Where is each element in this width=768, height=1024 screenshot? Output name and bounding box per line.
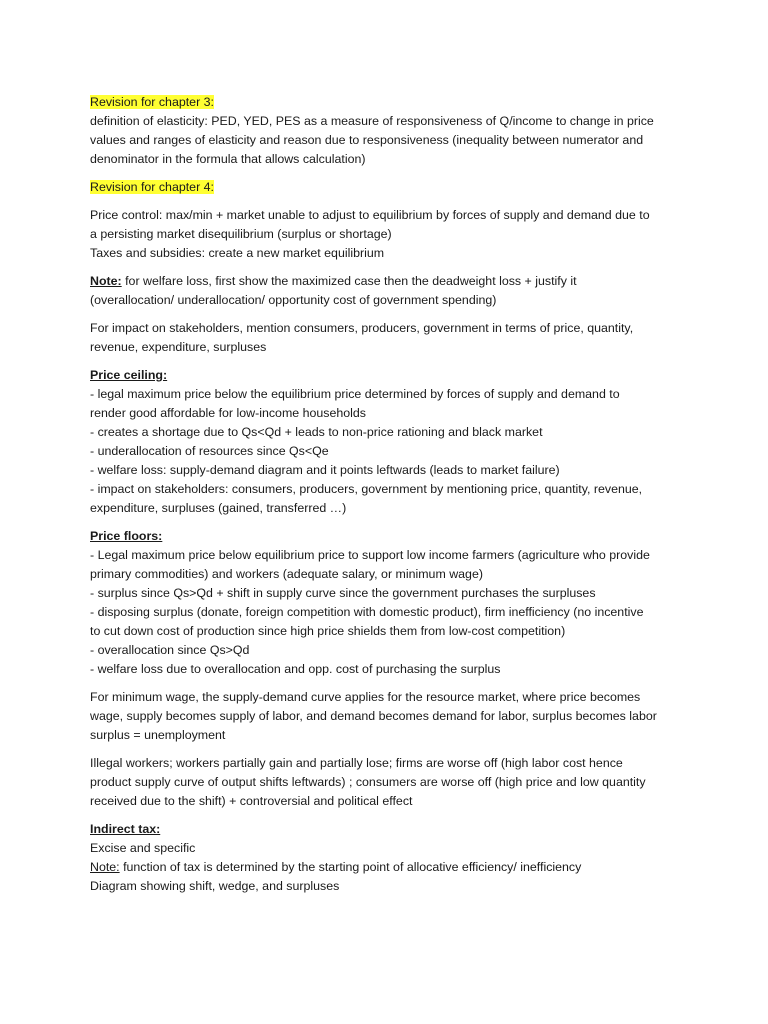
heading-price-ceiling: Price ceiling: [90,368,168,382]
list-item: - disposing surplus (donate, foreign competition with domestic product), firm inefficiency (no incentive [90,605,644,619]
list-item: - impact on stakeholders: consumers, producers, government by mentioning price, quantity, revenue, [90,482,643,496]
text-line: definition of elasticity: PED, YED, PES as a measure of responsiveness of Q/income to change in price [90,114,654,128]
note-label: Note: [90,274,122,288]
paragraph-minimum-wage [90,688,680,745]
text-line: (overallocation/ underallocation/ opportunity cost of government spending) [90,293,497,307]
document-page [90,93,680,896]
text-line: Taxes and subsidies: create a new market equilibrium [90,246,385,260]
note-label: Note: [90,860,120,874]
heading-chapter-4: Revision for chapter 4: [90,180,214,194]
note-text: function of tax is determined by the starting point of allocative efficiency/ inefficiency [119,860,582,874]
text-line: a persisting market disequilibrium (surplus or shortage) [90,227,392,241]
list-item: - Legal maximum price below equilibrium price to support low income farmers (agriculture who provide [90,548,650,562]
text-line: Excise and specific [90,841,196,855]
list-item: expenditure, surpluses (gained, transferred …) [90,501,347,515]
list-item: to cut down cost of production since high price shields them from low-cost competition) [90,624,566,638]
paragraph-price-control [90,206,680,263]
heading-price-floors: Price floors: [90,529,163,543]
section-chapter-4 [90,178,680,197]
text-line: For minimum wage, the supply-demand curve applies for the resource market, where price becomes [90,690,641,704]
text-line: values and ranges of elasticity and reason due to responsiveness (inequality between numerator and [90,133,644,147]
heading-indirect-tax: Indirect tax: [90,822,161,836]
text-line: Diagram showing shift, wedge, and surpluses [90,879,340,893]
section-price-floors [90,527,680,679]
text-line: Price control: max/min + market unable to adjust to equilibrium by forces of supply and demand due to [90,208,650,222]
section-price-ceiling [90,366,680,518]
list-item: - underallocation of resources since Qs<Qe [90,444,329,458]
text-line: received due to the shift) + controversial and political effect [90,794,413,808]
text-line: Illegal workers; workers partially gain and partially lose; firms are worse off (high labor cost hence [90,756,623,770]
text-line: revenue, expenditure, surpluses [90,340,267,354]
list-item: - creates a shortage due to Qs<Qd + leads to non-price rationing and black market [90,425,543,439]
heading-chapter-3: Revision for chapter 3: [90,95,214,109]
section-indirect-tax [90,820,680,896]
paragraph-welfare-note [90,272,680,310]
section-chapter-3 [90,93,680,169]
text-line: denominator in the formula that allows calculation) [90,152,366,166]
note-text: for welfare loss, first show the maximized case then the deadweight loss + justify it [121,274,577,288]
list-item: - welfare loss: supply-demand diagram and it points leftwards (leads to market failure) [90,463,560,477]
list-item: render good affordable for low-income households [90,406,366,420]
list-item: - overallocation since Qs>Qd [90,643,250,657]
paragraph-stakeholders [90,319,680,357]
list-item: - legal maximum price below the equilibrium price determined by forces of supply and demand to [90,387,620,401]
paragraph-illegal-workers [90,754,680,811]
text-line: wage, supply becomes supply of labor, and demand becomes demand for labor, surplus becomes labor [90,709,657,723]
text-line: product supply curve of output shifts leftwards) ; consumers are worse off (high price and low quantity [90,775,646,789]
list-item: - welfare loss due to overallocation and opp. cost of purchasing the surplus [90,662,501,676]
list-item: primary commodities) and workers (adequate salary, or minimum wage) [90,567,483,581]
text-line: surplus = unemployment [90,728,226,742]
list-item: - surplus since Qs>Qd + shift in supply curve since the government purchases the surpluses [90,586,596,600]
text-line: For impact on stakeholders, mention consumers, producers, government in terms of price, quantity, [90,321,634,335]
